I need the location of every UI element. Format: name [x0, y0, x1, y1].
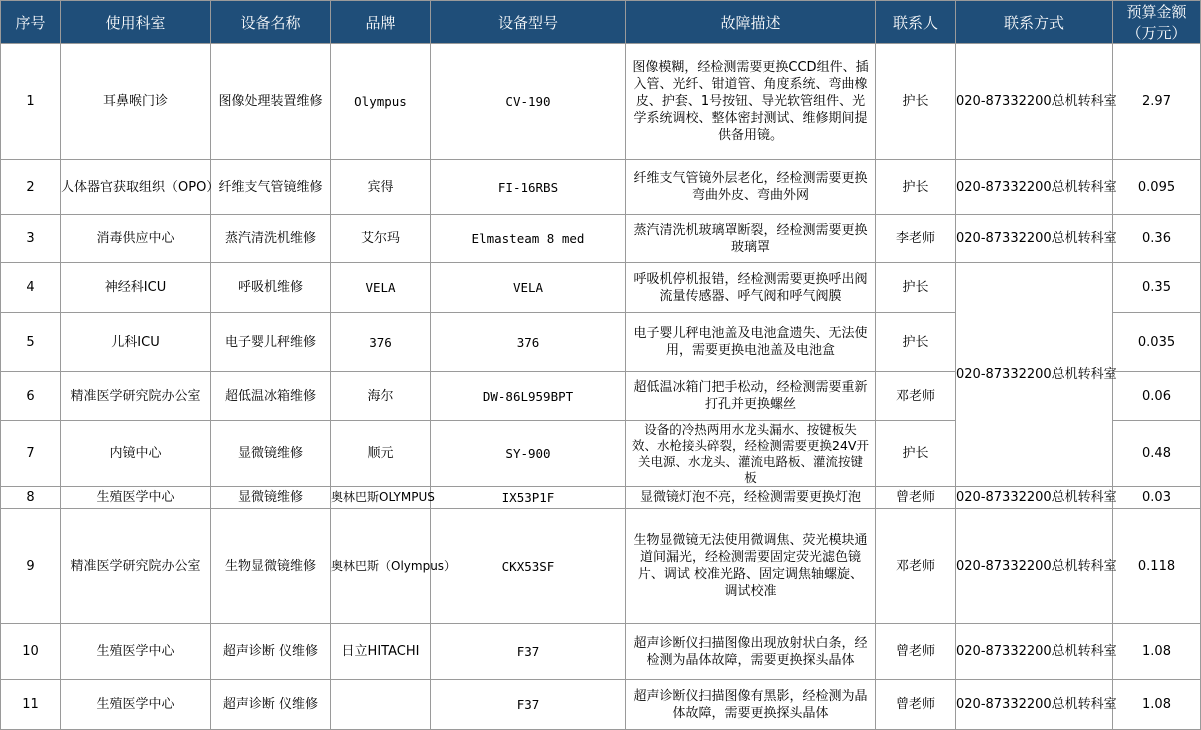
cell-brand: 艾尔玛 [331, 215, 431, 263]
cell-dept: 消毒供应中心 [61, 215, 211, 263]
cell-device: 呼吸机维修 [211, 263, 331, 313]
header-dept: 使用科室 [61, 1, 211, 44]
cell-device: 电子婴儿秤维修 [211, 313, 331, 372]
cell-device: 纤维支气管镜维修 [211, 160, 331, 215]
cell-brand: 海尔 [331, 372, 431, 421]
header-model: 设备型号 [431, 1, 626, 44]
cell-budget: 1.08 [1113, 624, 1201, 680]
cell-brand: VELA [331, 263, 431, 313]
cell-dept: 生殖医学中心 [61, 487, 211, 509]
cell-budget: 1.08 [1113, 680, 1201, 730]
header-brand: 品牌 [331, 1, 431, 44]
cell-contact: 护长 [876, 421, 956, 487]
cell-desc: 超低温冰箱门把手松动，经检测需要重新打孔并更换螺丝 [626, 372, 876, 421]
cell-device: 蒸汽清洗机维修 [211, 215, 331, 263]
cell-dept: 精准医学研究院办公室 [61, 372, 211, 421]
cell-model: 376 [431, 313, 626, 372]
cell-dept: 儿科ICU [61, 313, 211, 372]
header-device: 设备名称 [211, 1, 331, 44]
cell-desc: 生物显微镜无法使用微调焦、荧光模块通道间漏光，经检测需要固定荧光滤色镜片、调试 校准光路、固定调焦轴螺旋、调试校准 [626, 509, 876, 624]
cell-no: 6 [1, 372, 61, 421]
cell-phone-merged: 020-87332200总机转科室 [956, 263, 1113, 487]
cell-no: 9 [1, 509, 61, 624]
cell-budget: 2.97 [1113, 44, 1201, 160]
cell-model: FI-16RBS [431, 160, 626, 215]
cell-no: 5 [1, 313, 61, 372]
table-row [1, 487, 1201, 509]
table-row [1, 509, 1201, 624]
header-phone: 联系方式 [956, 1, 1113, 44]
cell-contact: 护长 [876, 263, 956, 313]
cell-phone: 020-87332200总机转科室 [956, 624, 1113, 680]
table-row [1, 44, 1201, 160]
cell-dept: 神经科ICU [61, 263, 211, 313]
cell-budget: 0.48 [1113, 421, 1201, 487]
cell-phone: 020-87332200总机转科室 [956, 487, 1113, 509]
cell-budget: 0.03 [1113, 487, 1201, 509]
cell-brand: Olympus [331, 44, 431, 160]
cell-contact: 曾老师 [876, 487, 956, 509]
cell-dept: 精准医学研究院办公室 [61, 509, 211, 624]
header-budget: 预算金额（万元） [1113, 1, 1201, 44]
table-row [1, 680, 1201, 730]
cell-phone: 020-87332200总机转科室 [956, 215, 1113, 263]
cell-brand: 宾得 [331, 160, 431, 215]
table-row [1, 215, 1201, 263]
cell-phone: 020-87332200总机转科室 [956, 44, 1113, 160]
cell-model: IX53P1F [431, 487, 626, 509]
cell-phone: 020-87332200总机转科室 [956, 680, 1113, 730]
table-row [1, 624, 1201, 680]
cell-no: 11 [1, 680, 61, 730]
cell-model: CV-190 [431, 44, 626, 160]
cell-contact: 曾老师 [876, 680, 956, 730]
cell-desc: 呼吸机停机报错，经检测需要更换呼出阀流量传感器、呼气阀和呼气阀膜 [626, 263, 876, 313]
cell-budget: 0.06 [1113, 372, 1201, 421]
cell-brand [331, 680, 431, 730]
header-desc: 故障描述 [626, 1, 876, 44]
cell-dept: 内镜中心 [61, 421, 211, 487]
table-row [1, 160, 1201, 215]
header-no: 序号 [1, 1, 61, 44]
header-row [1, 1, 1201, 44]
cell-contact: 邓老师 [876, 509, 956, 624]
cell-budget: 0.035 [1113, 313, 1201, 372]
cell-contact: 李老师 [876, 215, 956, 263]
cell-no: 1 [1, 44, 61, 160]
cell-model: F37 [431, 624, 626, 680]
cell-desc: 图像模糊，经检测需要更换CCD组件、插入管、光纤、钳道管、角度系统、弯曲橡皮、护套、1号按钮、导光软管组件、光学系统调校、整体密封测试、维修期间提供备用镜。 [626, 44, 876, 160]
cell-budget: 0.36 [1113, 215, 1201, 263]
cell-desc: 超声诊断仪扫描图像出现放射状白条，经检测为晶体故障，需要更换探头晶体 [626, 624, 876, 680]
cell-desc: 电子婴儿秤电池盖及电池盒遗失、无法使用，需要更换电池盖及电池盒 [626, 313, 876, 372]
cell-device: 显微镜维修 [211, 487, 331, 509]
cell-no: 7 [1, 421, 61, 487]
cell-model: Elmasteam 8 med [431, 215, 626, 263]
cell-contact: 邓老师 [876, 372, 956, 421]
cell-dept: 生殖医学中心 [61, 624, 211, 680]
cell-budget: 0.118 [1113, 509, 1201, 624]
cell-contact: 曾老师 [876, 624, 956, 680]
cell-model: DW-86L959BPT [431, 372, 626, 421]
cell-dept: 生殖医学中心 [61, 680, 211, 730]
cell-no: 8 [1, 487, 61, 509]
cell-phone: 020-87332200总机转科室 [956, 160, 1113, 215]
cell-device: 显微镜维修 [211, 421, 331, 487]
cell-no: 2 [1, 160, 61, 215]
cell-device: 超声诊断 仪维修 [211, 680, 331, 730]
cell-contact: 护长 [876, 160, 956, 215]
cell-contact: 护长 [876, 313, 956, 372]
cell-phone: 020-87332200总机转科室 [956, 509, 1113, 624]
cell-budget: 0.095 [1113, 160, 1201, 215]
cell-device: 图像处理装置维修 [211, 44, 331, 160]
cell-desc: 纤维支气管镜外层老化，经检测需要更换弯曲外皮、弯曲外网 [626, 160, 876, 215]
cell-no: 4 [1, 263, 61, 313]
cell-brand: 顺元 [331, 421, 431, 487]
cell-device: 生物显微镜维修 [211, 509, 331, 624]
cell-model: SY-900 [431, 421, 626, 487]
cell-brand: 376 [331, 313, 431, 372]
header-contact: 联系人 [876, 1, 956, 44]
cell-dept: 耳鼻喉门诊 [61, 44, 211, 160]
table-row [1, 263, 1201, 313]
cell-no: 3 [1, 215, 61, 263]
cell-budget: 0.35 [1113, 263, 1201, 313]
cell-brand: 日立HITACHI [331, 624, 431, 680]
cell-desc: 显微镜灯泡不亮，经检测需要更换灯泡 [626, 487, 876, 509]
cell-model: VELA [431, 263, 626, 313]
cell-desc: 蒸汽清洗机玻璃罩断裂，经检测需要更换玻璃罩 [626, 215, 876, 263]
cell-device: 超声诊断 仪维修 [211, 624, 331, 680]
cell-desc: 设备的冷热两用水龙头漏水、按键板失效、水枪接头碎裂，经检测需要更换24V开关电源、水龙头、灌流电路板、灌流按键板 [626, 421, 876, 487]
cell-model: CKX53SF [431, 509, 626, 624]
cell-model: F37 [431, 680, 626, 730]
cell-device: 超低温冰箱维修 [211, 372, 331, 421]
cell-contact: 护长 [876, 44, 956, 160]
cell-desc: 超声诊断仪扫描图像有黑影，经检测为晶体故障，需要更换探头晶体 [626, 680, 876, 730]
cell-dept: 人体器官获取组织（OPO） [61, 160, 211, 215]
cell-brand: 奥林巴斯OLYMPUS [331, 487, 431, 509]
cell-no: 10 [1, 624, 61, 680]
cell-brand: 奥林巴斯（Olympus） [331, 509, 431, 624]
